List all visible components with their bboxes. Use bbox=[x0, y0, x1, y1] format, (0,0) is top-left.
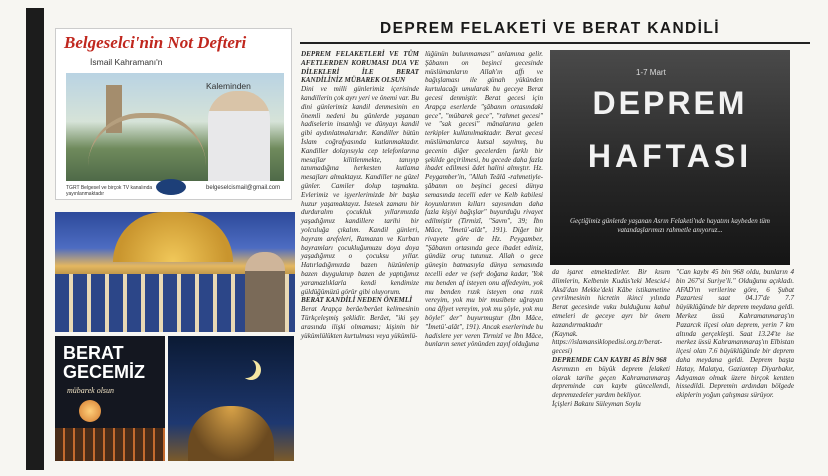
banner-source: Kaleminden bbox=[206, 81, 251, 91]
body-paragraph: Berat Arapça berâe/berâet kelimesinin Türkçeleşmiş şeklidir. Berâet, "iki şey arasında ilişki olmaması; kişinin bir yükümlülükten kurtulması veya yükümlü- bbox=[301, 305, 419, 340]
source-reference: (Kaynak. https://islamansiklopedisi.org.tr/berat-gecesi) bbox=[552, 329, 663, 356]
mosque-photo bbox=[55, 212, 295, 332]
author-figure-mosque bbox=[245, 252, 285, 332]
lead-paragraph: DEPREM FELAKETLERİ VE TÜM AFETLERDEN KORUMASI DUA VE DİLEKLERİ İLE BERAT KANDİLİNİZ MÜBAREK OLSUN bbox=[301, 50, 419, 85]
text-column-2 bbox=[425, 50, 543, 349]
banner-caption: TGRT Belgesel ve birçok TV kanalında yayınlanmaktadır bbox=[66, 185, 153, 197]
body-paragraph: lüğünün bulunmaması" anlamına gelir. Şâbanın on beşinci gecesinde müslümanların Allah'ın affı ve bağışlaması ile günah yükünden kurtulacağı umularak bu geceye Berat gecesi denmiştir. Berat gecesi için Arapça eserlerde "şâbanın ortasındaki gece", "mübarek gece", "rahmet gecesi" ve "sak gecesi" mânalarına gelen terkipler kullanılmaktadır. Berat gecesi müslümanlarca kutsal sayılmış, bu gecenin diğer gecelerden farklı bir şekilde geçirilmesi, bu gecede daha fazla ibadet edilmesi âdet halini almıştır. Hz. Peygamber'in, "Allah Teâlâ -rahmetiyle- şâbanın on beşinci gecesi dünya semasında tecelli eder ve Kelb kabilesi koyunlarının kılları sayısından daha fazla kişiyi bağışlar" buyurduğu rivayet edilmiştir (Tirmizî, "Savm", 39; İbn Mâce, "İmetü'-alât", 191). Diğer bir rivayete göre de Hz. Peygamber, "Şâbanın ortasında gece ibadet ediniz, gündüz oruç tutunuz. Allah o gece güneşin batmasıyla dünya semasında tecelli eder ve (sefr doğana kadar, 'Yok mu benden af isteyen onu affedeyim, yok mu benden rızık isteyen ona rızık vereyim, yok mu bir musibete uğrayan ona âfiyet vereyim, yok mu şöyle, yok mu böyle!' der" buyurmuştur (İbn Mâce, "İmetü'-alât", 191). Ancak eserlerinde bu hadislere yer veren Tirmizî ve İbn Mâce, bunların senet yönünden zayıf olduğuna bbox=[425, 50, 543, 349]
banner-title: Belgeselci'nin Not Defteri bbox=[64, 33, 247, 52]
article-headline: DEPREM FELAKETİ VE BERAT KANDİLİ bbox=[380, 20, 720, 37]
golden-dome bbox=[113, 212, 233, 262]
deprem-haftasi-poster bbox=[550, 50, 790, 265]
banner-author: İsmail Kahramanı'n bbox=[90, 57, 163, 67]
banner-email: belgeselcismail@gmail.com bbox=[206, 185, 281, 191]
crescent-moon-icon bbox=[236, 358, 256, 378]
subheading: DEPREMDE CAN KAYBI 45 BİN 968 bbox=[552, 355, 667, 364]
subheading: BERAT KANDİLİ NEDEN ÖNEMLİ bbox=[301, 296, 412, 305]
berat-image bbox=[55, 336, 165, 461]
page-edge-bar bbox=[26, 8, 44, 470]
text-column-1 bbox=[301, 50, 419, 340]
tv-logo bbox=[156, 179, 186, 195]
berat-title: BERAT GECEMİZ bbox=[63, 343, 146, 382]
banner-photo bbox=[66, 73, 284, 181]
mosque-silhouette bbox=[188, 406, 274, 461]
text-column-4 bbox=[676, 268, 794, 400]
poster-title-line2: HAFTASI bbox=[587, 138, 753, 174]
body-paragraph: Asrımızın en büyük deprem felaketi olarak tarihe geçen Kahramanmaraş depreminde can kaybı güncellendi, depremzedeler yardım bekliyor. bbox=[552, 364, 670, 400]
column-banner bbox=[55, 28, 292, 200]
signature-line: İçişleri Bakanı Süleyman Soylu bbox=[552, 399, 641, 408]
text-column-3 bbox=[552, 268, 670, 409]
author-figure bbox=[208, 91, 270, 181]
poster-date: 1-7 Mart bbox=[636, 68, 666, 77]
night-mosque-photo bbox=[168, 336, 294, 461]
headline-rule bbox=[300, 42, 810, 44]
berat-subtitle: mübarek olsun bbox=[67, 386, 115, 395]
body-paragraph: "Can kaybı 45 bin 968 oldu, bunların 4 bin 267'si Suriye'li." Olduğunu açıkladı. AFAD'ın verilerine göre, 6 Şubat Pazartesi saat 04.17'de 7.7 büyüklüğünde bir deprem meydana geldi. Merkez üssü Kahramanmaraş'ın Pazarcık ilçesi olan deprem, yerin 7 km altında gerçekleşti. Saat 13.24'te ise merkez üssü Kahramanmaraş'ın Elbistan ilçesi olan 7.6 büyüklüğünde bir deprem daha meydana geldi. Deprem başta Hatay, Malatya, Gaziantep Diyarbakır, Adıyaman olmak üzere birçok kentten hissedildi. Depremin ardından bölgede ekiplerin yoğun çalışması sürüyor. bbox=[676, 268, 794, 400]
poster-title-line1: DEPREM bbox=[592, 85, 748, 121]
body-paragraph: Dini ve milli günlerimiz içerisinde kandillerin çok ayrı yeri ve önemi var. Bu dini günlerimiz kandil denmesinin en önemli nedeni bu günlerde yaşanan hadiselerin insanlığı ve dünyayı kandil gibi aydınlatmalarıdır. Kandiller bütün İslam coğrafyasında kutlanmaktadır. Kandiller dolayısıyla cep telefonlarına mesajlar kilitlenmekte, tanıyıp tanımadığına herkesten kutlama mesajları almaktayız. Kandiller ne güzel günler. Camiler dolup taşmakta. Evlerimiz ve işyerlerimizde bir başka huzur yaşamaktayız. İstesek zamanı bir durduralım çocukluk yıllarımızda yaşadığımız kandillere tarihi bir yolculuğa çıkalım. Kandil günleri, bayram arefeleri, Ramazan ve Kurban bayramları çocukluğumuzu doya doya yaşadığımız o çocuksu yıllar. Hatırladığımızda bazen hüzünlenip bazen duygulanıp bazen de yaptığımız yaramazlıklarla kendi kendimize güldüğümüzü görür gibi oluyorum. bbox=[301, 85, 419, 296]
body-paragraph: da işaret etmektedirler. Bir kısım âlimlerin, Kelbenin Kudüs'teki Mescid-i Aksâ'dan Mekke'deki Kâbe istikametine çevrilmesinin hicretin ikinci yılında Berat gecesinde vuku bulduğunu kabul etmeleri de geceye ayrı bir önem kazandırmaktadır bbox=[552, 268, 670, 329]
minarets-silhouette bbox=[55, 428, 165, 461]
full-moon bbox=[79, 400, 101, 422]
poster-text: Geçtiğimiz günlerde yaşanan Asrın Felaketi'nde hayatını kaybeden tüm vatandaşlarımızı rahmetle anıyoruz... bbox=[570, 217, 770, 234]
